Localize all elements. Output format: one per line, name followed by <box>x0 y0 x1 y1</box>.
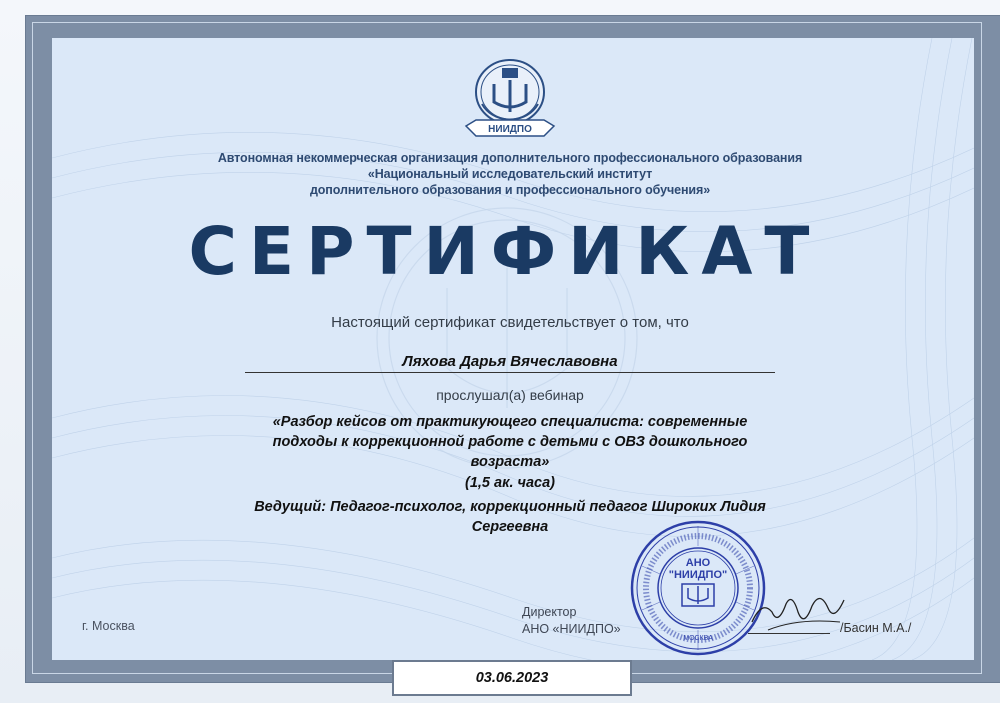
organization-line-2: «Национальный исследовательский институт <box>367 167 653 181</box>
organization-name <box>200 150 820 198</box>
webinar-title-line-2: подходы к коррекционной работе с детьми с ОВЗ дошкольного <box>272 434 748 450</box>
niidpo-logo <box>456 52 564 144</box>
organization-line-1: Автономная некоммерческая организация дополнительного профессионального образования <box>217 151 803 165</box>
director-title <box>522 604 621 638</box>
director-title-line-2: АНО «НИИДПО» <box>522 622 621 636</box>
signature-line <box>748 633 830 634</box>
certificate-intro: Настоящий сертификат свидетельствует о том, что <box>331 314 689 331</box>
stamp-center-line-2: "НИИДПО" <box>668 569 728 581</box>
webinar-duration: (1,5 ак. часа) <box>465 475 555 491</box>
stamp-city: МОСКВА <box>683 635 713 642</box>
webinar-host-line-1: Ведущий: Педагог-психолог, коррекционный педагог Широких Лидия <box>254 499 766 515</box>
director-title-line-1: Директор <box>522 605 577 619</box>
issue-date: 03.06.2023 <box>392 660 632 696</box>
webinar-title-line-3: возраста» <box>470 454 550 470</box>
webinar-host-line-2: Сергеевна <box>471 519 549 535</box>
signatory-name: /Басин М.А./ <box>840 621 912 635</box>
stamp-center-line-1: АНО <box>685 557 711 569</box>
logo-label: НИИДПО <box>488 124 532 135</box>
psi-emblem-icon <box>456 52 564 144</box>
listened-text: прослушал(а) вебинар <box>436 387 584 403</box>
recipient-name: Ляхова Дарья Вячеславовна <box>245 353 775 373</box>
webinar-title <box>210 412 810 472</box>
city-label: г. Москва <box>82 619 135 633</box>
organization-line-3: дополнительного образования и профессионального обучения» <box>309 183 711 197</box>
director-signature <box>748 582 848 640</box>
official-stamp <box>628 518 768 658</box>
certificate-title: СЕРТИФИКАТ <box>188 213 822 290</box>
webinar-title-line-1: «Разбор кейсов от практикующего специалиста: современные <box>272 414 748 430</box>
